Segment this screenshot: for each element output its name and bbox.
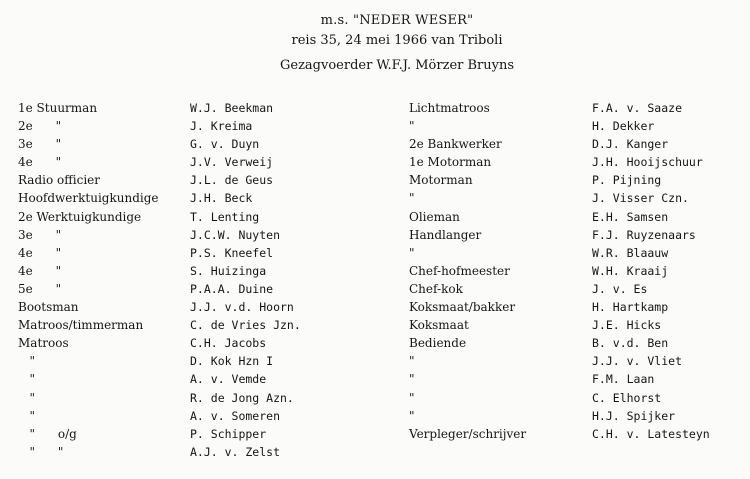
crew-rank-right: Koksmaat xyxy=(409,318,469,333)
crew-rank-left: 4e " xyxy=(18,245,62,260)
crew-row xyxy=(18,370,743,388)
crew-name-right: F.J. Ruyzenaars xyxy=(592,227,696,242)
crew-name-right: B. v.d. Ben xyxy=(592,336,669,351)
crew-name-left: A.J. v. Zelst xyxy=(190,444,281,459)
crew-row xyxy=(18,262,743,280)
crew-rank-right: " xyxy=(409,372,415,387)
crew-list xyxy=(18,99,743,461)
crew-rank-left: " " xyxy=(18,444,64,459)
crew-name-left: J. Kreima xyxy=(190,119,253,134)
crew-rank-left: " o/g xyxy=(18,426,77,441)
crew-name-left: S. Huizinga xyxy=(190,263,267,278)
crew-name-left: T. Lenting xyxy=(190,209,260,224)
crew-row xyxy=(18,244,743,262)
crew-name-right: H. Hartkamp xyxy=(592,300,669,315)
crew-row xyxy=(18,189,743,207)
crew-name-left: A. v. Someren xyxy=(190,408,281,423)
crew-rank-left: " xyxy=(18,372,35,387)
crew-rank-left: 4e " xyxy=(18,263,62,278)
crew-name-left: W.J. Beekman xyxy=(190,101,274,115)
ship-title: m.s. "NEDER WESER" xyxy=(320,13,474,28)
crew-rank-right: " xyxy=(409,119,415,134)
crew-row xyxy=(18,226,743,244)
crew-rank-right: Motorman xyxy=(409,173,473,188)
crew-name-left: J.C.W. Nuyten xyxy=(190,227,281,242)
crew-row xyxy=(18,316,743,334)
crew-name-left: P. Schipper xyxy=(190,426,267,441)
crew-rank-left: Matroos/timmerman xyxy=(18,318,144,333)
crew-rank-left: 2e Werktuigkundige xyxy=(18,209,142,224)
crew-name-left: G. v. Duyn xyxy=(190,137,260,152)
crew-rank-left: 3e " xyxy=(18,227,62,242)
crew-name-right: E.H. Samsen xyxy=(592,209,669,224)
crew-name-left: C.H. Jacobs xyxy=(190,336,267,351)
crew-name-left: C. de Vries Jzn. xyxy=(190,318,301,333)
crew-name-left: D. Kok Hzn I xyxy=(190,354,274,369)
crew-name-left: R. de Jong Azn. xyxy=(190,390,294,405)
crew-rank-right: Lichtmatroos xyxy=(409,101,490,115)
crew-rank-left: 5e " xyxy=(18,281,62,296)
crew-name-right: C.H. v. Latesteyn xyxy=(592,426,710,441)
crew-rank-left: Hoofdwerktuigkundige xyxy=(18,191,159,206)
crew-rank-right: Chef-hofmeester xyxy=(409,263,510,278)
crew-name-right: J. Visser Czn. xyxy=(592,191,689,206)
crew-rank-right: Verpleger/schrijver xyxy=(409,426,527,441)
crew-name-right: H. Dekker xyxy=(592,119,655,134)
crew-rank-right: Chef-kok xyxy=(409,281,463,296)
crew-name-right: J.H. Hooijschuur xyxy=(592,155,703,170)
crew-row xyxy=(18,443,743,461)
crew-rank-left: Radio officier xyxy=(18,173,101,188)
crew-rank-right: 1e Motorman xyxy=(409,155,492,170)
crew-name-right: J. v. Es xyxy=(592,281,648,296)
crew-rank-right: Olieman xyxy=(409,209,460,224)
crew-rank-right: " xyxy=(409,354,415,369)
crew-rank-right: " xyxy=(409,191,415,206)
voyage-line: reis 35, 24 mei 1966 van Triboli xyxy=(291,33,503,48)
crew-rank-left: 3e " xyxy=(18,137,62,152)
crew-rank-right: " xyxy=(409,390,415,405)
crew-rank-left: 2e " xyxy=(18,119,62,134)
crew-rank-left: " xyxy=(18,354,35,369)
crew-rank-left: Matroos xyxy=(18,336,69,351)
crew-rank-left: 4e " xyxy=(18,155,62,170)
crew-name-right: F.M. Laan xyxy=(592,372,655,387)
crew-rank-left: Bootsman xyxy=(18,300,79,315)
crew-rank-right: Bediende xyxy=(409,336,467,351)
crew-rank-left: 1e Stuurman xyxy=(18,101,98,115)
crew-name-right: D.J. Kanger xyxy=(592,137,669,152)
crew-rank-right: 2e Bankwerker xyxy=(409,137,502,152)
crew-row xyxy=(18,153,743,171)
crew-rank-left: " xyxy=(18,390,35,405)
crew-row xyxy=(18,99,743,117)
crew-row xyxy=(18,280,743,298)
crew-row xyxy=(18,389,743,407)
crew-rank-right: " xyxy=(409,245,415,260)
crew-name-left: P.A.A. Duine xyxy=(190,281,274,296)
crew-name-right: W.R. Blaauw xyxy=(592,245,669,260)
crew-row xyxy=(18,135,743,153)
crew-row xyxy=(18,352,743,370)
crew-row xyxy=(18,334,743,352)
crew-name-right: J.E. Hicks xyxy=(592,318,662,333)
crew-name-right: F.A. v. Saaze xyxy=(592,101,683,115)
crew-rank-left: " xyxy=(18,408,35,423)
crew-rank-right: Koksmaat/bakker xyxy=(409,300,516,315)
crew-rank-right: " xyxy=(409,408,415,423)
crew-name-left: P.S. Kneefel xyxy=(190,245,274,260)
crew-row xyxy=(18,425,743,443)
crew-row xyxy=(18,117,743,135)
crew-name-right: J.J. v. Vliet xyxy=(592,354,683,369)
crew-row xyxy=(18,407,743,425)
crew-name-right: W.H. Kraaij xyxy=(592,263,669,278)
captain-line: Gezagvoerder W.F.J. Mörzer Bruyns xyxy=(279,58,515,73)
crew-name-left: J.J. v.d. Hoorn xyxy=(190,300,294,315)
crew-name-left: J.L. de Geus xyxy=(190,173,274,188)
crew-name-left: J.H. Beck xyxy=(190,191,253,206)
crew-rank-right: Handlanger xyxy=(409,227,482,242)
crew-name-right: C. Elhorst xyxy=(592,390,662,405)
crew-row xyxy=(18,208,743,226)
crew-name-right: P. Pijning xyxy=(592,173,662,188)
crew-name-right: H.J. Spijker xyxy=(592,408,676,423)
crew-name-left: A. v. Vemde xyxy=(190,372,267,387)
crew-row xyxy=(18,298,743,316)
crew-row xyxy=(18,171,743,189)
crew-name-left: J.V. Verweij xyxy=(190,155,274,170)
